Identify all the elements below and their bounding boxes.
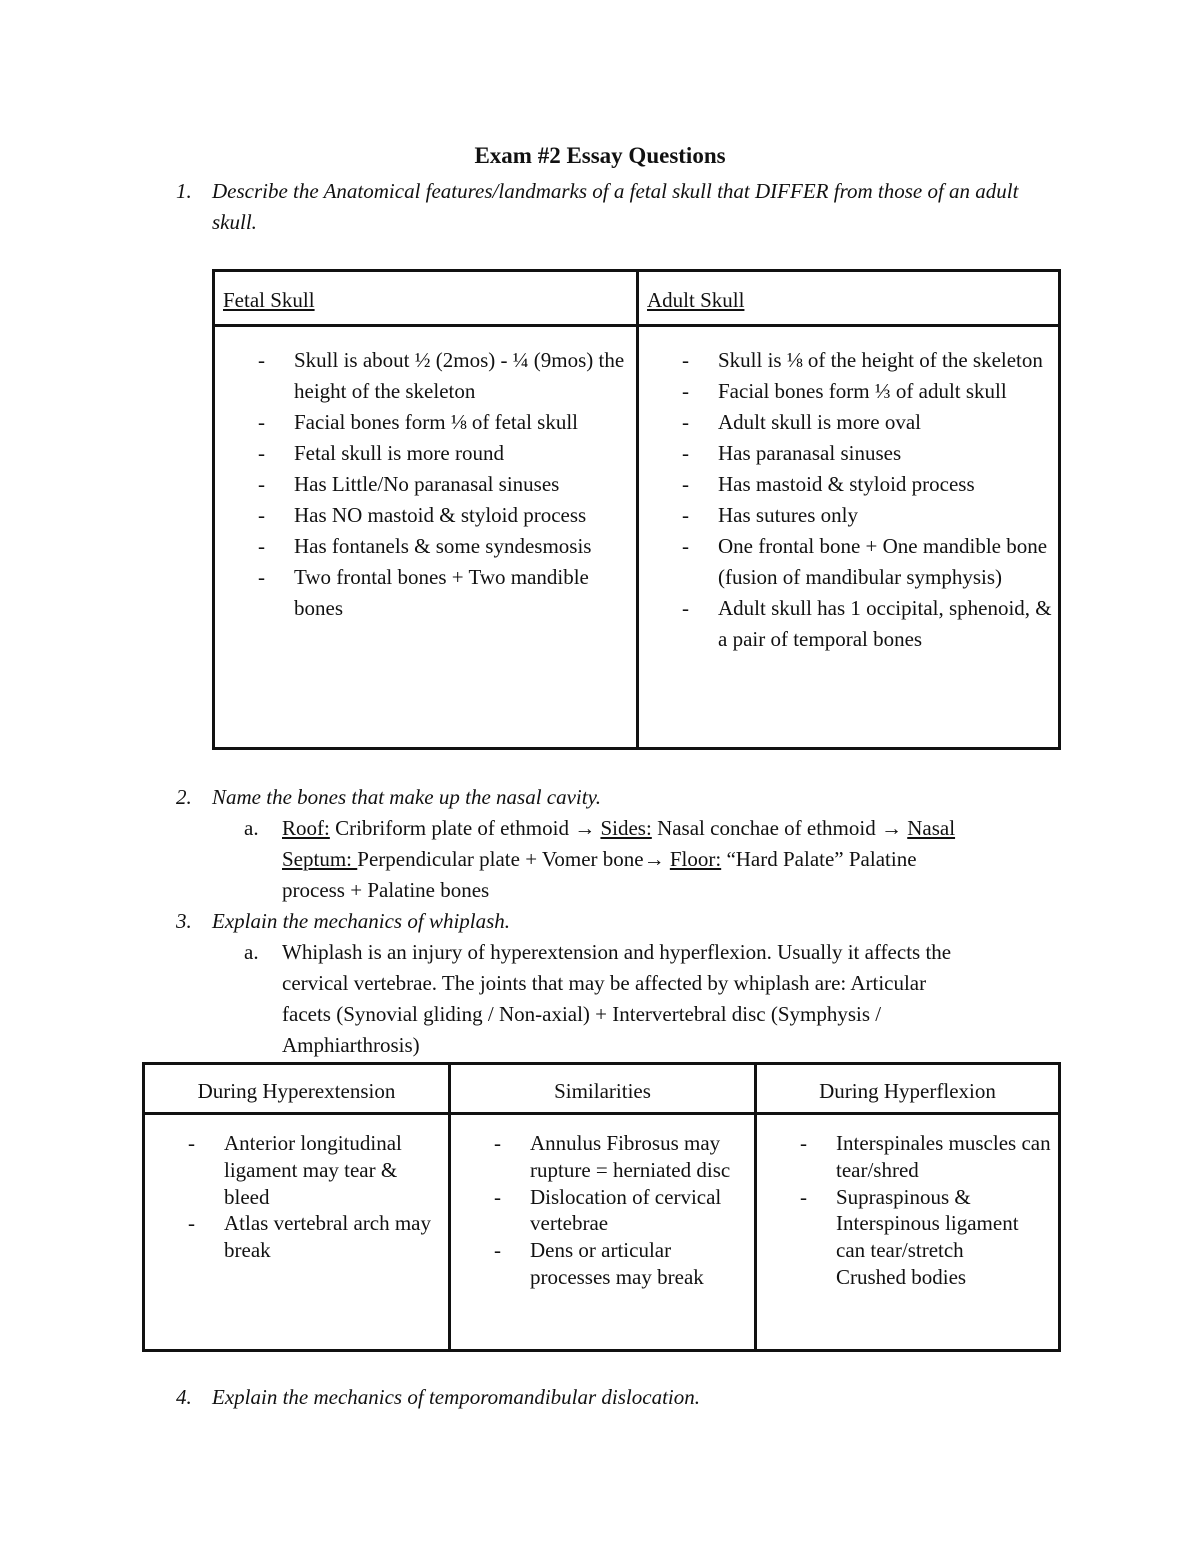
answer-letter: a. — [244, 940, 259, 964]
floor-text: process + Palatine bones — [282, 878, 490, 902]
question-text: Explain the mechanics of temporomandibular dislocation. — [212, 1385, 700, 1409]
answer-line: Amphiarthrosis) — [282, 1033, 420, 1057]
similarities-header: Similarities — [554, 1079, 651, 1103]
list-item: - Anterior longitudinal ligament may tear & bleed — [145, 1130, 448, 1210]
question-number: 3. — [176, 909, 192, 933]
list-item: - Has mastoid & styloid process — [639, 469, 1058, 500]
whiplash-table — [142, 1062, 1061, 1352]
list-item: - Has paranasal sinuses — [639, 438, 1058, 469]
hyperextension-cell — [144, 1114, 450, 1351]
adult-skull-list — [639, 345, 1058, 655]
hyperflexion-header: During Hyperflexion — [819, 1079, 996, 1103]
nasal-cavity-answer — [282, 813, 955, 906]
question-text: Name the bones that make up the nasal cavity. — [212, 785, 602, 809]
hyperextension-header: During Hyperextension — [197, 1079, 396, 1103]
similarities-cell — [450, 1114, 756, 1351]
list-item: - Fetal skull is more round — [215, 438, 636, 469]
list-item: - Facial bones form ⅓ of adult skull — [639, 376, 1058, 407]
table-header-cell — [144, 1064, 450, 1114]
roof-label: Roof: — [282, 816, 330, 840]
list-item: - Has NO mastoid & styloid process — [215, 500, 636, 531]
sides-label: Sides: — [600, 816, 652, 840]
adult-skull-header: Adult Skull — [647, 288, 745, 312]
list-item: - Dens or articular processes may break — [451, 1237, 754, 1291]
question-text: Explain the mechanics of whiplash. — [212, 909, 511, 933]
list-item: - Annulus Fibrosus may rupture = herniated disc — [451, 1130, 754, 1184]
hyperflexion-list — [757, 1130, 1058, 1264]
list-item: - Adult skull has 1 occipital, sphenoid, & a pair of temporal bones — [639, 593, 1058, 655]
table-header-cell — [214, 271, 638, 326]
list-item: - Facial bones form ⅛ of fetal skull — [215, 407, 636, 438]
hyperflexion-cell — [756, 1114, 1060, 1351]
hyperextension-list — [145, 1130, 448, 1264]
similarities-list — [451, 1130, 754, 1291]
question-number: 1. — [176, 179, 192, 203]
fetal-skull-header: Fetal Skull — [223, 288, 315, 312]
answer-line: cervical vertebrae. The joints that may be affected by whiplash are: Articular — [282, 971, 927, 995]
list-item: - Supraspinous & Interspinous ligament can tear/stretch — [757, 1184, 1058, 1264]
floor-text: “Hard Palate” Palatine — [721, 847, 917, 871]
question-number: 4. — [176, 1385, 192, 1409]
roof-text: Cribriform plate of ethmoid → — [329, 816, 601, 840]
skull-comparison-table — [212, 269, 1061, 750]
answer-line: Whiplash is an injury of hyperextension and hyperflexion. Usually it affects the — [282, 940, 952, 964]
table-header-cell — [450, 1064, 756, 1114]
answer-letter: a. — [244, 816, 259, 840]
table-header-cell — [756, 1064, 1060, 1114]
list-item: - Dislocation of cervical vertebrae — [451, 1184, 754, 1238]
list-item: - Skull is ⅛ of the height of the skeleton — [639, 345, 1058, 376]
answer-line: facets (Synovial gliding / Non-axial) + Intervertebral disc (Symphysis / — [282, 1002, 882, 1026]
list-item: - Has Little/No paranasal sinuses — [215, 469, 636, 500]
table-header-cell — [638, 271, 1060, 326]
list-item: - Has sutures only — [639, 500, 1058, 531]
question-text: Describe the Anatomical features/landmarks of a fetal skull that DIFFER from those of an adult skull. — [212, 179, 1019, 234]
list-item: - Has fontanels & some syndesmosis — [215, 531, 636, 562]
list-item: - One frontal bone + One mandible bone (fusion of mandibular symphysis) — [639, 531, 1058, 593]
page-title: Exam #2 Essay Questions — [474, 143, 726, 168]
fetal-skull-list — [215, 345, 636, 624]
floor-label: Floor: — [669, 847, 722, 871]
list-item: - Skull is about ½ (2mos) - ¼ (9mos) the height of the skeleton — [215, 345, 636, 407]
list-item: - Interspinales muscles can tear/shred — [757, 1130, 1058, 1184]
list-item: - Adult skull is more oval — [639, 407, 1058, 438]
sides-text: Nasal conchae of ethmoid → — [651, 816, 908, 840]
septum-label: Nasal — [907, 816, 956, 840]
whiplash-answer — [282, 937, 951, 1061]
septum-label: Septum: — [282, 847, 358, 871]
list-item: - Atlas vertebral arch may break — [145, 1210, 448, 1264]
fetal-skull-cell — [214, 326, 638, 749]
adult-skull-cell — [638, 326, 1060, 749]
list-item: - Two frontal bones + Two mandible bones — [215, 562, 636, 624]
question-number: 2. — [176, 785, 192, 809]
septum-text: Perpendicular plate + Vomer bone→ — [357, 847, 670, 871]
list-item-extra: Crushed bodies — [836, 1264, 967, 1289]
